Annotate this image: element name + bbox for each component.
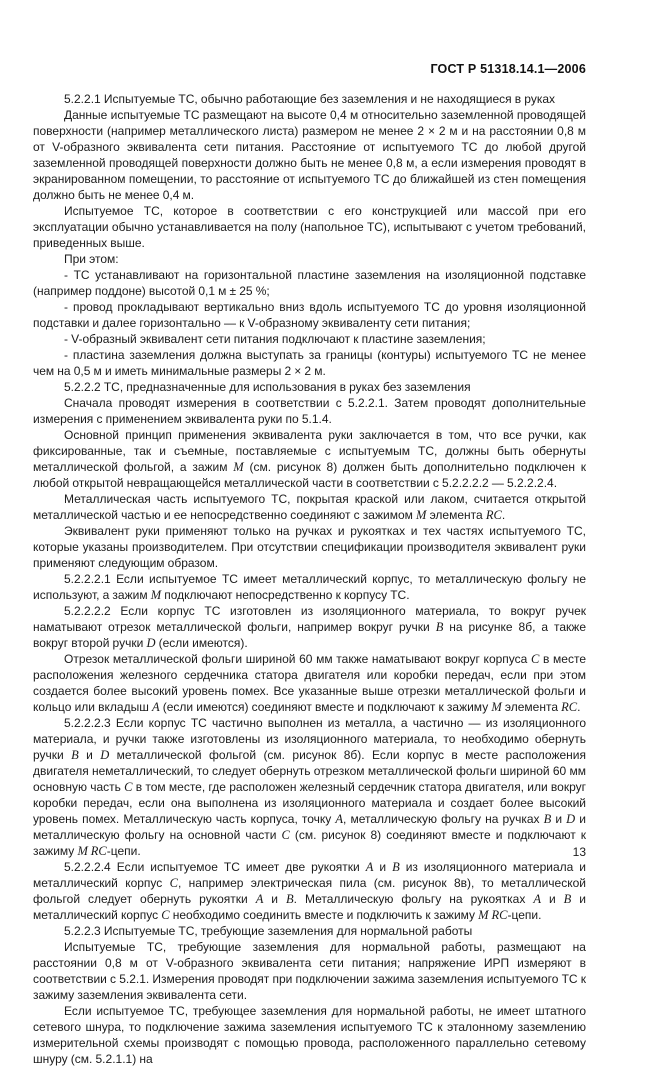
paragraph: При этом: — [64, 252, 119, 266]
section-5-2-2-2-3-paragraph: 5.2.2.2.3 Если корпус ТС частично выполнен из металла, а частично — из изоляционного материала, и ручки также изготовлены из изоляционного материала, то необходимо обернуть ручки B и D металлической фольгой (см. рисунок 8б). Если корпус в месте расположения двигателя неметаллический, то следует обернуть отрезком металлической фольги шириной 60 мм основную часть C в том месте, где расположен железный сердечник статора двигателя, или вокруг коробки передач, если она выполнена из изоляционного материала и создает более высокий уровень помех. Металлическую часть корпуса, точку A, металлическую фольгу на ручках B и D и металлическую фольгу на основной части C (см. рисунок 8) соединяют вместе и подключают к зажиму M RC-цепи. — [33, 716, 587, 858]
paragraph: Сначала проводят измерения в соответствии с 5.2.2.1. Затем проводят дополнительные измерения с применением эквивалента руки по 5.1.4. — [33, 396, 586, 426]
paragraph: Испытуемое ТС, которое в соответствии с его конструкцией или массой при его эксплуатации обычно устанавливается на полу (напольное ТС), испытывают с учетом требований, приведенных выше. — [33, 204, 586, 250]
document-header: ГОСТ Р 51318.14.1—2006 — [430, 62, 586, 76]
section-5-2-2-1-heading: 5.2.2.1 Испытуемые ТС, обычно работающие без заземления и не находящиеся в руках — [64, 92, 556, 106]
list-item: - пластина заземления должна выступать за границы (контуры) испытуемого ТС не менее чем на 0,5 м и иметь минимальные размеры 2 × 2 м. — [33, 348, 586, 378]
list-item: - провод прокладывают вертикально вниз вдоль испытуемого ТС до уровня изоляционной подставки и далее горизонтально — к V-образному эквиваленту сети питания; — [33, 300, 586, 330]
paragraph: Основной принцип применения эквивалента руки заключается в том, что все ручки, как фиксированные, так и съемные, поставляемые с испытуемым ТС, должны быть обернуты металлической фольгой, а зажим M (см. рисунок 8) должен быть дополнительно подключен к любой открытой невращающейся металлической части в соответствии с 5.2.2.2.2 — 5.2.2.2.4. — [33, 428, 587, 490]
section-5-2-2-3-heading: 5.2.2.3 Испытуемые ТС, требующие заземления для нормальной работы — [64, 924, 473, 938]
paragraph: Данные испытуемые ТС размещают на высоте 0,4 м относительно заземленной проводящей поверхности (например металлического листа) размером не менее 2 × 2 м и на расстоянии 0,8 м от V-образного эквивалента сети питания. Расстояние от испытуемого ТС до любой другой заземленной проводящей поверхности должно быть не менее 0,8 м, а если измерения проводят в экранированном помещении, то расстояние от испытуемого ТС до ближайшей из стен помещения должно быть не менее 0,4 м. — [33, 108, 586, 202]
list-item: - V-образный эквивалент сети питания подключают к пластине заземления; — [64, 332, 486, 346]
section-5-2-2-2-heading: 5.2.2.2 ТС, предназначенные для использования в руках без заземления — [64, 380, 471, 394]
section-5-2-2-2-1-paragraph: 5.2.2.2.1 Если испытуемое ТС имеет металлический корпус, то металлическую фольгу не используют, а зажим M подключают непосредственно к корпусу ТС. — [33, 572, 586, 602]
paragraph: Отрезок металлической фольги шириной 60 мм также наматывают вокруг корпуса C в месте расположения железного сердечника статора двигателя или коробки передач, если при этом создается более высокий уровень помех. Все указанные выше отрезки металлической фольги и кольцо или вкладыш A (если имеются) соединяют вместе и подключают к зажиму M элемента RC. — [33, 652, 586, 714]
section-5-2-2-2-2-paragraph: 5.2.2.2.2 Если корпус ТС изготовлен из изоляционного материала, то вокруг ручек наматывают отрезок металлической фольги, например вокруг ручки B на рисунке 8б, а также вокруг второй ручки D (если имеются). — [33, 604, 586, 650]
paragraph: Эквивалент руки применяют только на ручках и рукоятках и тех частях испытуемого ТС, которые указаны производителем. При отсутствии спецификации производителя эквивалент руки применяют следующим образом. — [33, 524, 586, 570]
list-item: - ТС устанавливают на горизонтальной пластине заземления на изоляционной подставке (например поддоне) высотой 0,1 м ± 25 %; — [33, 268, 586, 298]
section-5-2-2-2-4-paragraph: 5.2.2.2.4 Если испытуемое ТС имеет две рукоятки A и B из изоляционного материала и металлический корпус C, например электрическая пила (см. рисунок 8в), то металлической фольгой следует обернуть рукоятки A и B. Металлическую фольгу на рукоятках A и B и металлический корпус C необходимо соединить вместе и подключить к зажиму M RC-цепи. — [33, 860, 586, 922]
document-body — [33, 91, 586, 1067]
page-number: 13 — [572, 845, 586, 859]
paragraph: Испытуемые ТС, требующие заземления для нормальной работы, размещают на расстоянии 0,8 м от V-образного эквивалента сети питания; напряжение ИРП измеряют в соответствии с 5.2.1. Измерения проводят при подключении зажима заземления испытуемого ТС к зажиму заземления эквивалента сети. — [33, 940, 586, 1002]
paragraph: Металлическая часть испытуемого ТС, покрытая краской или лаком, считается открытой металлической частью и ее непосредственно соединяют с зажимом M элемента RC. — [33, 492, 586, 522]
paragraph: Если испытуемое ТС, требующее заземления для нормальной работы, не имеет штатного сетевого шнура, то подключение зажима заземления испытуемого ТС к эталонному заземлению измерительной схемы производят с помощью провода, расположенного параллельно сетевому шнуру (см. 5.2.1.1) на — [33, 1004, 586, 1066]
